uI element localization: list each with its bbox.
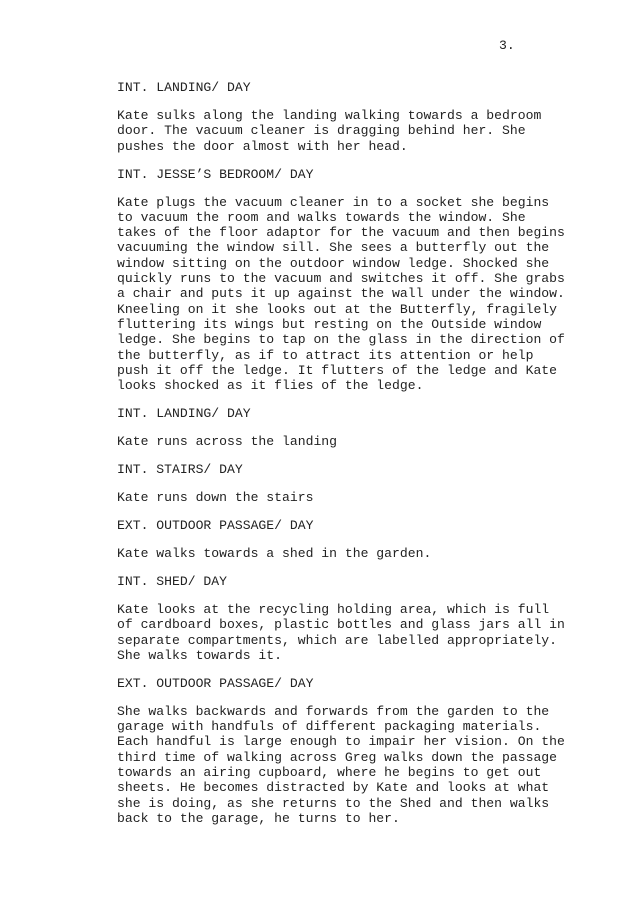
scene-heading-outdoor-passage: EXT. OUTDOOR PASSAGE/ DAY xyxy=(117,518,314,534)
scene-heading-outdoor-passage: EXT. OUTDOOR PASSAGE/ DAY xyxy=(117,675,314,691)
action-paragraph: Kate runs down the stairs xyxy=(117,490,314,506)
action-paragraph: Kate walks towards a shed in the garden. xyxy=(117,546,432,562)
scene-heading-landing: INT. LANDING/ DAY xyxy=(117,80,251,95)
scene-heading-stairs: INT. STAIRS/ DAY xyxy=(117,462,243,478)
action-paragraph: Kate plugs the vacuum cleaner in to a socket she begins to vacuum the room and walks towards the window. She takes of the floor adaptor for the vacuum and then begins vacuuming the window sill. She sees a butterfly out the window sitting on the outdoor window ledge. Shocked she quickly runs to the vacuum and switches it off. She grabs a chair and puts it up against the wall under the window. Kneeling on it she looks out at the Butterfly, fragilely fluttering its wings but resting on the Outside window ledge. She begins to tap on the glass in the direction of the butterfly, as if to attract its attention or help push it off the ledge. It flutters of the ledge and Kate looks shocked as it flies of the ledge. xyxy=(117,194,565,394)
page-number: 3. xyxy=(499,38,515,53)
scene-heading-shed: INT. SHED/ DAY xyxy=(117,574,228,589)
action-paragraph: She walks backwards and forwards from the garden to the garage with handfuls of different packaging materials. Each handful is large enough to impair her vision. On the third time of walking across Greg walks down the passage towards an airing cupboard, where he begins to get out sheets. He becomes distracted by Kate and looks at what she is doing, as she returns to the Shed and then walks back to the garage, he turns to her. xyxy=(117,703,565,826)
scene-heading-landing: INT. LANDING/ DAY xyxy=(117,406,251,422)
action-paragraph: Kate runs across the landing xyxy=(117,434,338,450)
script-body xyxy=(117,80,577,839)
action-paragraph: Kate sulks along the landing walking towards a bedroom door. The vacuum cleaner is dragging behind her. She pushes the door almost with her head. xyxy=(117,107,542,154)
action-paragraph: Kate looks at the recycling holding area, which is full of cardboard boxes, plastic bottles and glass jars all in separate compartments, which are labelled appropriately. She walks towards it. xyxy=(117,601,565,663)
scene-heading-bedroom: INT. JESSE’S BEDROOM/ DAY xyxy=(117,166,314,182)
